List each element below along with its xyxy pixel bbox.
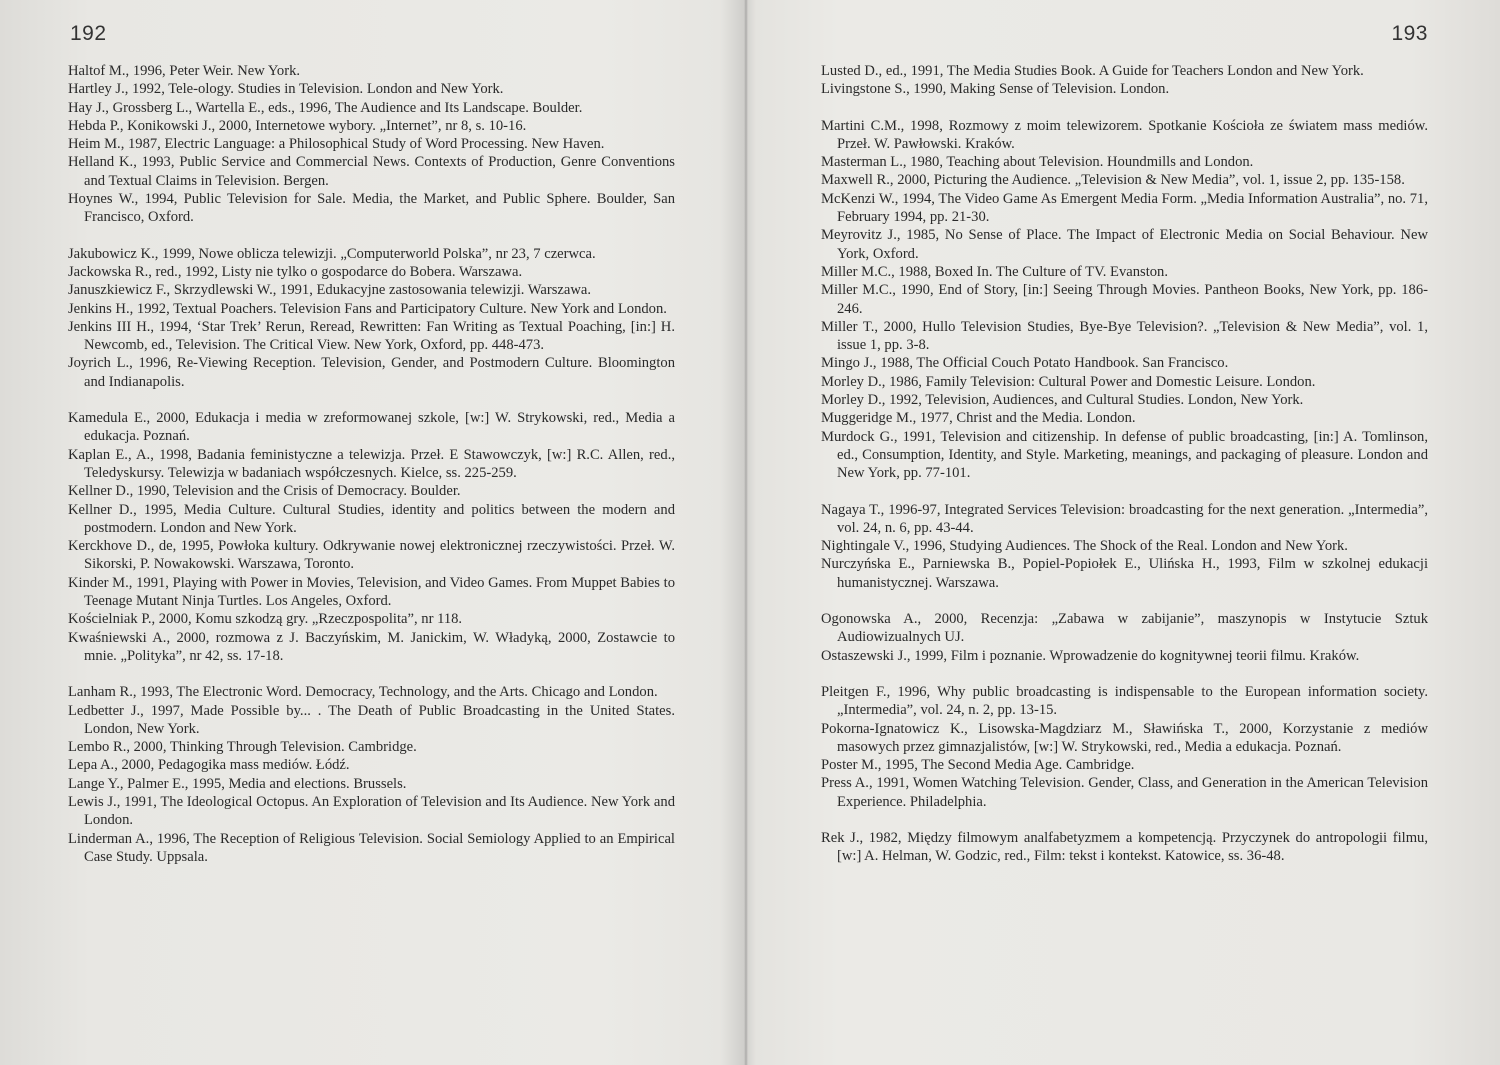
bibliography-entry: Joyrich L., 1996, Re-Viewing Reception. Television, Gender, and Postmodern Culture. Bloomington and Indianapolis. [68, 355, 675, 390]
bibliography-entry: Kaplan E., A., 1998, Badania feministyczne a telewizja. Przeł. E Stawowczyk, [w:] R.C. Allen, red., Teledyskursy. Telewizja w badaniach współczesnych. Kielce, ss. 225-259. [68, 446, 675, 481]
bibliography-entry: Maxwell R., 2000, Picturing the Audience. „Television & New Media”, vol. 1, issue 2, pp. 135-158. [821, 172, 1405, 189]
bibliography-entry: Lusted D., ed., 1991, The Media Studies Book. A Guide for Teachers London and New York. [821, 63, 1364, 79]
bibliography-entry: Miller T., 2000, Hullo Television Studies, Bye-Bye Television?. „Television & New Media”, vol. 1, issue 1, pp. 3-8. [821, 318, 1428, 354]
bibliography-entry: Januszkiewicz F., Skrzydlewski W., 1991, Edukacyjne zastosowania telewizji. Warszawa. [68, 282, 592, 299]
bibliography-entry: Hay J., Grossberg L., Wartella E., eds., 1996, The Audience and Its Landscape. Boulder. [68, 99, 583, 116]
bibliography-entry: Hebda P., Konikowski J., 2000, Internetowe wybory. „Internet”, nr 8, s. 10-16. [68, 117, 527, 134]
bibliography-list-right [821, 62, 1428, 866]
right-page [748, 0, 1500, 1065]
bibliography-entry: Nurczyńska E., Parniewska B., Popiel-Popiołek E., Ulińska H., 1993, Film w szkolnej edukacji humanistycznej. Warszawa. [821, 556, 1428, 591]
bibliography-entry: Kellner D., 1990, Television and the Crisis of Democracy. Boulder. [68, 483, 461, 500]
bibliography-entry: Miller M.C., 1990, End of Story, [in:] Seeing Through Movies. Pantheon Books, New York, pp. 186-246. [821, 282, 1428, 317]
bibliography-entry: Helland K., 1993, Public Service and Commercial News. Contexts of Production, Genre Conventions and Textual Claims in Television. Bergen. [68, 154, 675, 189]
bibliography-entry: Lembo R., 2000, Thinking Through Television. Cambridge. [68, 739, 417, 756]
bibliography-entry: Nightingale V., 1996, Studying Audiences. The Shock of the Real. London and New York. [821, 538, 1348, 555]
bibliography-entry: Kwaśniewski A., 2000, rozmowa z J. Baczyńskim, M. Janickim, W. Władyką, 2000, Zostawcie to mnie. „Polityka”, nr 42, ss. 17-18. [68, 629, 675, 664]
bibliography-entry: Rek J., 1982, Między filmowym analfabetyzmem a kompetencją. Przyczynek do antropologii filmu, [w:] A. Helman, W. Godzic, red., Film: tekst i kontekst. Katowice, ss. 36-48. [821, 829, 1428, 865]
bibliography-entry: Masterman L., 1980, Teaching about Television. Houndmills and London. [821, 154, 1254, 171]
bibliography-entry: Kinder M., 1991, Playing with Power in Movies, Television, and Video Games. From Muppet Babies to Teenage Mutant Ninja Turtles. Los Angeles, Oxford. [68, 574, 675, 610]
bibliography-entry: Kościelniak P., 2000, Komu szkodzą gry. „Rzeczpospolita”, nr 118. [68, 611, 463, 628]
bibliography-entry: Jackowska R., red., 1992, Listy nie tylko o gospodarce do Bobera. Warszawa. [68, 263, 523, 280]
bibliography-list-left [68, 62, 675, 866]
bibliography-entry: Poster M., 1995, The Second Media Age. Cambridge. [821, 757, 1135, 774]
bibliography-entry: Nagaya T., 1996-97, Integrated Services Television: broadcasting for the next generation. „Intermedia”, vol. 24, n. 6, pp. 43-44. [821, 501, 1428, 536]
page-number-left: 192 [70, 22, 107, 45]
bibliography-entry: Hoynes W., 1994, Public Television for Sale. Media, the Market, and Public Sphere. Boulder, San Francisco, Oxford. [68, 191, 675, 226]
bibliography-entry: Kellner D., 1995, Media Culture. Cultural Studies, identity and politics between the modern and postmodern. London and New York. [68, 501, 675, 536]
bibliography-entry: Meyrovitz J., 1985, No Sense of Place. The Impact of Electronic Media on Social Behaviour. New York, Oxford. [821, 227, 1428, 262]
bibliography-entry: Jakubowicz K., 1999, Nowe oblicza telewizji. „Computerworld Polska”, nr 23, 7 czerwca. [68, 245, 596, 262]
bibliography-entry: Ostaszewski J., 1999, Film i poznanie. Wprowadzenie do kognitywnej teorii filmu. Kraków. [821, 647, 1360, 664]
bibliography-entry: Press A., 1991, Women Watching Television. Gender, Class, and Generation in the American Television Experience. Philadelphia. [821, 775, 1428, 810]
bibliography-entry: Haltof M., 1996, Peter Weir. New York. [68, 63, 301, 79]
bibliography-entry: Murdock G., 1991, Television and citizenship. In defense of public broadcasting, [in:] A. Tomlinson, ed., Consumption, Identity, and Style. Marketing, meanings, and packaging of pleasure. London and New York, pp. 77-101. [821, 428, 1428, 482]
bibliography-entry: Lanham R., 1993, The Electronic Word. Democracy, Technology, and the Arts. Chicago and London. [68, 684, 658, 701]
left-page [0, 0, 748, 1065]
bibliography-entry: Morley D., 1992, Television, Audiences, and Cultural Studies. London, New York. [821, 392, 1304, 409]
bibliography-entry: McKenzi W., 1994, The Video Game As Emergent Media Form. „Media Information Australia”, no. 71, February 1994, pp. 21-30. [821, 190, 1428, 226]
bibliography-entry: Jenkins H., 1992, Textual Poachers. Television Fans and Participatory Culture. New York and London. [68, 300, 667, 317]
bibliography-entry: Miller M.C., 1988, Boxed In. The Culture of TV. Evanston. [821, 263, 1168, 280]
bibliography-entry: Ledbetter J., 1997, Made Possible by... . The Death of Public Broadcasting in the United States. London, New York. [68, 702, 675, 737]
bibliography-entry: Heim M., 1987, Electric Language: a Philosophical Study of Word Processing. New Haven. [68, 136, 605, 153]
bibliography-entry: Jenkins III H., 1994, ‘Star Trek’ Rerun, Reread, Rewritten: Fan Writing as Textual Poaching, [in:] H. Newcomb, ed., Television. The Critical View. New York, Oxford, pp. 448-473. [68, 318, 675, 354]
bibliography-entry: Lewis J., 1991, The Ideological Octopus. An Exploration of Television and Its Audience. New York and London. [68, 793, 675, 829]
bibliography-entry: Mingo J., 1988, The Official Couch Potato Handbook. San Francisco. [821, 355, 1229, 372]
bibliography-entry: Lange Y., Palmer E., 1995, Media and elections. Brussels. [68, 775, 407, 792]
bibliography-entry: Kerckhove D., de, 1995, Powłoka kultury. Odkrywanie nowej elektronicznej rzeczywistości. Przeł. W. Sikorski, P. Nowakowski. Warszawa, Toronto. [68, 538, 675, 573]
bibliography-entry: Ogonowska A., 2000, Recenzja: „Zabawa w zabijanie”, maszynopis w Instytucie Sztuk Audiowizualnych UJ. [821, 611, 1428, 646]
bibliography-entry: Kamedula E., 2000, Edukacja i media w zreformowanej szkole, [w:] W. Strykowski, red., Media a edukacja. Poznań. [68, 410, 675, 445]
page-number-right: 193 [1391, 22, 1428, 45]
bibliography-entry: Hartley J., 1992, Tele-ology. Studies in Television. London and New York. [68, 81, 504, 98]
bibliography-entry: Lepa A., 2000, Pedagogika mass mediów. Łódź. [68, 757, 350, 774]
bibliography-entry: Morley D., 1986, Family Television: Cultural Power and Domestic Leisure. London. [821, 373, 1316, 390]
bibliography-entry: Linderman A., 1996, The Reception of Religious Television. Social Semiology Applied to an Empirical Case Study. Uppsala. [68, 830, 675, 865]
bibliography-entry: Livingstone S., 1990, Making Sense of Television. London. [821, 81, 1170, 98]
bibliography-entry: Pokorna-Ignatowicz K., Lisowska-Magdziarz M., Sławińska T., 2000, Korzystanie z mediów masowych przez gimnazjalistów, [w:] W. Strykowski, red., Media a edukacja. Poznań. [821, 720, 1428, 755]
bibliography-entry: Martini C.M., 1998, Rozmowy z moim telewizorem. Spotkanie Kościoła ze światem mass mediów. Przeł. W. Pawłowski. Kraków. [821, 117, 1428, 152]
bibliography-entry: Muggeridge M., 1977, Christ and the Media. London. [821, 410, 1136, 427]
bibliography-entry: Pleitgen F., 1996, Why public broadcasting is indispensable to the European information society. „Intermedia”, vol. 24, n. 2, pp. 13-15. [821, 683, 1428, 719]
